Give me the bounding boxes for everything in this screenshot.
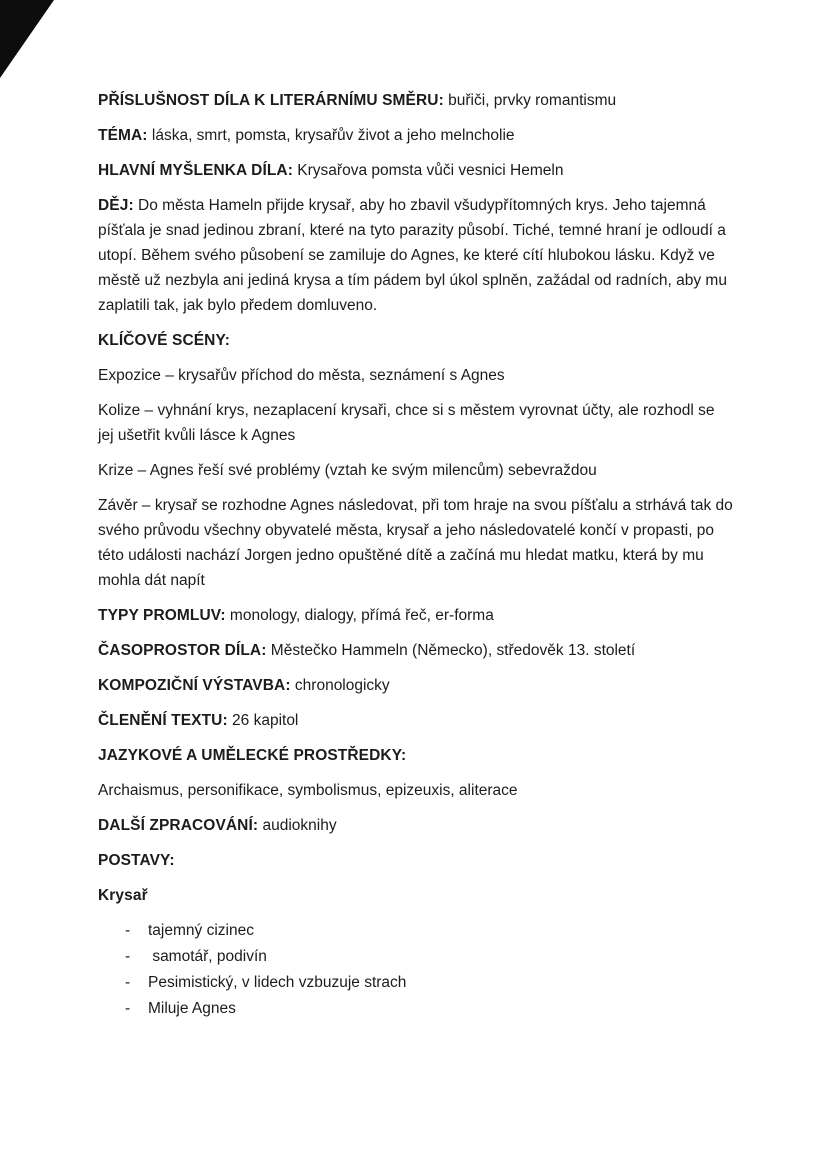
- list-item: [125, 970, 734, 996]
- language-devices-list: Archaismus, personifikace, symbolismus, epizeuxis, aliterace: [98, 782, 518, 799]
- trait-text: samotář, podivín: [148, 948, 267, 965]
- bullet-dash: -: [125, 1000, 131, 1017]
- field-label: DALŠÍ ZPRACOVÁNÍ:: [98, 817, 259, 834]
- bullet-dash: -: [125, 974, 131, 991]
- field-plot: [98, 193, 734, 318]
- field-value: láska, smrt, pomsta, krysařův život a jeho melncholie: [147, 127, 515, 144]
- field-label: KOMPOZIČNÍ VÝSTAVBA:: [98, 677, 291, 694]
- list-item: [125, 918, 734, 944]
- list-item: [125, 996, 734, 1022]
- field-value: Do města Hameln přijde krysař, aby ho zbavil všudypřítomných krys. Jeho tajemná píšťala je snad jedinou zbraní, které na tyto parazity působí. Tiché, temné hraní je odloudí a utopí. Během svého působení se zamiluje do Agnes, ke které cítí hlubokou lásku. Když ve městě už nezbyla ani jediná krysa a tím pádem byl úkol splněn, zažádal od radních, aby mu zaplatili tak, jak bylo předem domluveno.: [98, 197, 727, 314]
- field-speech-types: [98, 603, 734, 628]
- field-theme: [98, 123, 734, 148]
- field-label: TYPY PROMLUV:: [98, 607, 226, 624]
- field-label: ČASOPROSTOR DÍLA:: [98, 642, 267, 659]
- field-label: HLAVNÍ MYŠLENKA DÍLA:: [98, 162, 293, 179]
- field-setting: [98, 638, 734, 663]
- field-composition: [98, 673, 734, 698]
- trait-text: Pesimistický, v lidech vzbuzuje strach: [148, 974, 407, 991]
- heading-key-scenes: KLÍČOVÉ SCÉNY:: [98, 332, 231, 349]
- field-adaptations: [98, 813, 734, 838]
- heading-language-devices: JAZYKOVÉ A UMĚLECKÉ PROSTŘEDKY:: [98, 747, 407, 764]
- field-label: DĚJ:: [98, 197, 134, 214]
- character-traits-list: [125, 918, 734, 1022]
- character-name: Krysař: [98, 887, 148, 904]
- field-value: buřiči, prvky romantismu: [443, 92, 617, 109]
- field-value: 26 kapitol: [227, 712, 299, 729]
- field-main-idea: [98, 158, 734, 183]
- field-label: PŘÍSLUŠNOST DÍLA K LITERÁRNÍMU SMĚRU:: [98, 92, 444, 109]
- bullet-dash: -: [125, 922, 131, 939]
- list-item: [125, 944, 734, 970]
- field-value: Městečko Hammeln (Německo), středověk 13. století: [266, 642, 636, 659]
- heading-characters: POSTAVY:: [98, 852, 175, 869]
- scene-collision: Kolize – vyhnání krys, nezaplacení krysaři, chce si s městem vyrovnat účty, ale rozhodl se jej ušetřit kvůli lásce k Agnes: [98, 402, 715, 444]
- page-corner-scan-artifact: [0, 0, 54, 78]
- bullet-dash: -: [125, 948, 131, 965]
- field-text-division: [98, 708, 734, 733]
- scene-conclusion: Závěr – krysař se rozhodne Agnes následovat, při tom hraje na svou píšťalu a strhává tak do svého průvodu všechny obyvatelé města, krysař a jeho následovatelé končí v propasti, po této události nachází Jorgen jedno opuštěné dítě a začíná mu hledat matku, která by mu mohla dát napít: [98, 497, 733, 589]
- trait-text: tajemný cizinec: [148, 922, 254, 939]
- field-label: TÉMA:: [98, 127, 148, 144]
- trait-text: Miluje Agnes: [148, 1000, 236, 1017]
- field-value: chronologicky: [290, 677, 390, 694]
- field-label: ČLENĚNÍ TEXTU:: [98, 712, 228, 729]
- field-value: monology, dialogy, přímá řeč, er-forma: [225, 607, 494, 624]
- scene-crisis: Krize – Agnes řeší své problémy (vztah ke svým milencům) sebevraždou: [98, 462, 597, 479]
- scene-exposition: Expozice – krysařův příchod do města, seznámení s Agnes: [98, 367, 505, 384]
- field-literary-movement: [98, 88, 734, 113]
- document-content: [98, 88, 734, 1032]
- field-value: audioknihy: [258, 817, 337, 834]
- field-value: Krysařova pomsta vůči vesnici Hemeln: [292, 162, 564, 179]
